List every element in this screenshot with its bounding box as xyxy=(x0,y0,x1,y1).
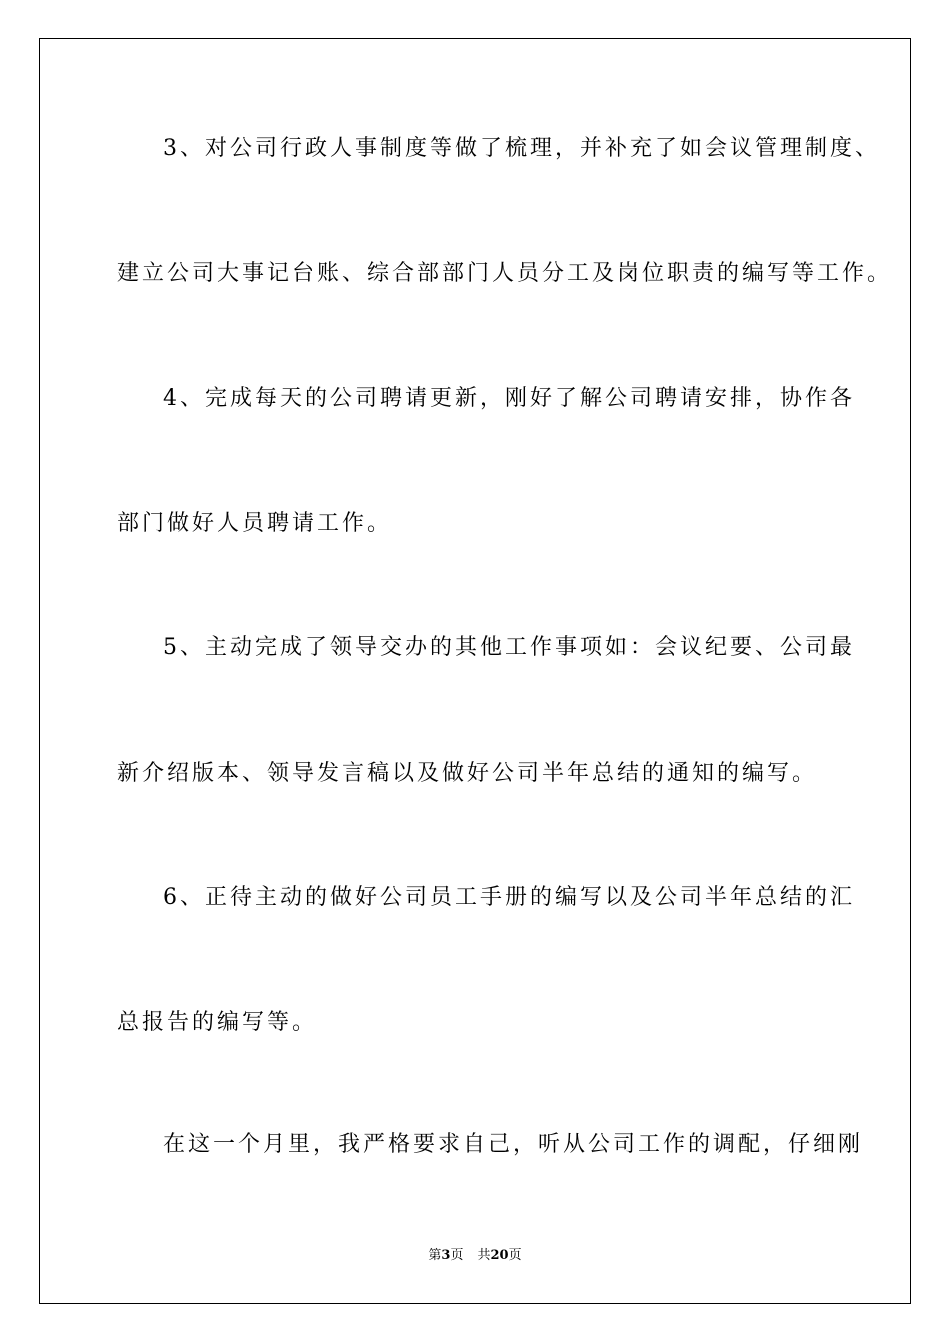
total-pages-number: 20 xyxy=(490,1248,509,1263)
page-footer xyxy=(0,1248,950,1264)
page-border xyxy=(39,38,911,1304)
paragraph-4-line-1: 4、完成每天的公司聘请更新，刚好了解公司聘请安排，协作各 xyxy=(163,386,855,411)
page-suffix: 页 xyxy=(450,1248,464,1263)
paragraph-4-line-2: 部门做好人员聘请工作。 xyxy=(117,511,393,536)
current-page-number: 3 xyxy=(441,1248,451,1263)
paragraph-6-line-1: 6、正待主动的做好公司员工手册的编写以及公司半年总结的汇 xyxy=(163,885,855,910)
paragraph-7-line-1: 在这一个月里，我严格要求自己，听从公司工作的调配，仔细刚 xyxy=(163,1132,864,1157)
total-suffix: 页 xyxy=(508,1248,522,1263)
paragraph-5-line-1: 5、主动完成了领导交办的其他工作事项如：会议纪要、公司最 xyxy=(163,635,855,660)
paragraph-3-line-1: 3、对公司行政人事制度等做了梳理，并补充了如会议管理制度、 xyxy=(163,136,880,161)
page-prefix: 第 xyxy=(428,1248,442,1263)
total-prefix: 共 xyxy=(477,1248,491,1263)
paragraph-5-line-2: 新介绍版本、领导发言稿以及做好公司半年总结的通知的编写。 xyxy=(117,761,818,786)
paragraph-3-line-2: 建立公司大事记台账、综合部部门人员分工及岗位职责的编写等工作。 xyxy=(117,261,893,286)
paragraph-6-line-2: 总报告的编写等。 xyxy=(117,1010,318,1035)
